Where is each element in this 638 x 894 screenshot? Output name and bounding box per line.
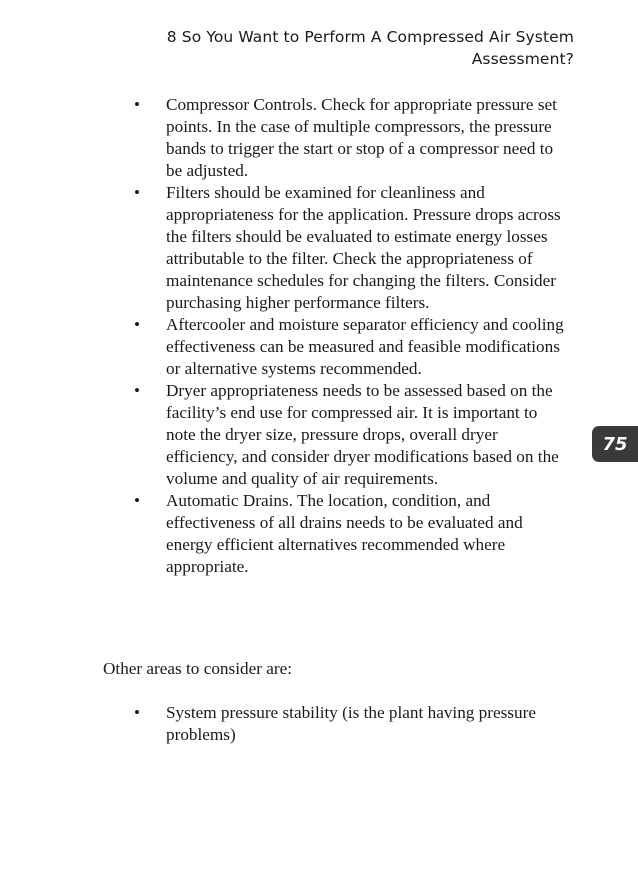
bullet-icon: •: [134, 381, 141, 400]
list-item: [0, 94, 566, 182]
running-header: [140, 26, 574, 70]
list-item-text: Compressor Controls. Check for appropriate pressure set points. In the case of multiple compressors, the pressure bands to trigger the start or stop of a compressor need to be adjusted.: [166, 95, 557, 180]
bullet-icon: •: [134, 703, 141, 722]
list-item: [0, 490, 566, 578]
list-item: [0, 182, 566, 314]
list-item: [0, 380, 566, 490]
list-item-text: Dryer appropriateness needs to be assessed based on the facility’s end use for compressed air. It is important to note the dryer size, pressure drops, overall dryer efficiency, and consider dryer modifications based on the volume and quality of air requirements.: [166, 381, 559, 488]
list-item-text: Aftercooler and moisture separator efficiency and cooling effectiveness can be measured and feasible modifications or alternative systems recommended.: [166, 315, 564, 378]
bullet-icon: •: [134, 183, 141, 202]
list-item-text: System pressure stability (is the plant having pressure problems): [166, 703, 536, 744]
bullet-icon: •: [134, 315, 141, 334]
bullet-icon: •: [134, 491, 141, 510]
other-areas-intro: Other areas to consider are:: [103, 659, 292, 678]
list-item: [0, 314, 566, 380]
bullet-icon: •: [134, 95, 141, 114]
running-header-line-2: Assessment?: [471, 50, 574, 68]
page-number: 75: [602, 433, 628, 455]
bullet-list: [0, 94, 566, 578]
running-header-line-1: 8 So You Want to Perform A Compressed Air System: [166, 28, 574, 46]
other-areas-list: [0, 702, 570, 746]
list-item: [0, 702, 570, 746]
page-number-badge: [592, 426, 638, 462]
list-item-text: Automatic Drains. The location, condition, and effectiveness of all drains needs to be evaluated and energy efficient alternatives recommended where appropriate.: [166, 491, 523, 576]
list-item-text: Filters should be examined for cleanliness and appropriateness for the application. Pressure drops across the filters should be evaluated to estimate energy losses attributable to the filter. Check the appropriateness of maintenance schedules for changing the filters. Consider purchasing higher performance filters.: [166, 183, 561, 312]
